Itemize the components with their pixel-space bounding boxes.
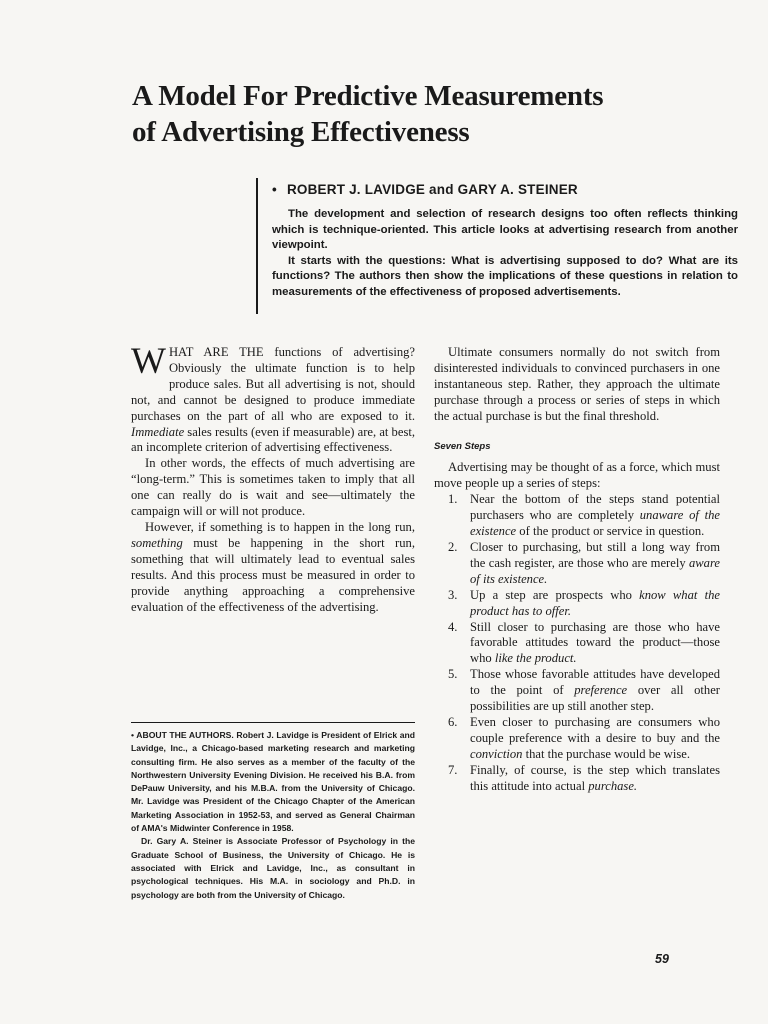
emphasis-text: know what the product has to offer. (470, 587, 720, 618)
list-item (434, 667, 720, 715)
body-text: Closer to purchasing, but still a long way from the cash register, are those who are merely (470, 539, 720, 570)
emphasis-text: like the product. (494, 651, 577, 666)
body-text: that the purchase would be wise. (522, 746, 690, 761)
steps-list (434, 492, 720, 794)
list-number: 7. (448, 762, 458, 777)
body-text: sales results (even if measurable) are, at best, an incomplete criterion of advertising effectiveness. (131, 424, 415, 455)
emphasis-text: Immediate (131, 424, 185, 439)
byline (272, 182, 738, 197)
abstract (272, 207, 738, 300)
body-text: Up a step are prospects who (470, 587, 640, 602)
abstract-paragraph-2: It starts with the questions: What is advertising supposed to do? What are its functions? The authors then show the implications of these questions in relation to measurements of the effectiveness of proposed advertisements. (272, 254, 738, 298)
about-authors-footnote (131, 722, 415, 902)
emphasis-text: unaware of the existence (470, 508, 720, 539)
list-number: 5. (448, 667, 458, 682)
page-number: 59 (655, 952, 669, 966)
list-number: 4. (448, 619, 458, 634)
list-number: 6. (448, 714, 458, 729)
emphasis-text: aware of its existence. (470, 555, 720, 586)
author-names: ROBERT J. LAVIDGE and GARY A. STEINER (286, 182, 578, 197)
body-paragraph-2: In other words, the effects of much advertising are “long-term.” This is sometimes taken to imply that all one can really do is wait and see—ultimately the campaign will or will not produce. (131, 456, 415, 519)
list-number: 2. (448, 539, 458, 554)
emphasis-text: conviction (470, 746, 523, 761)
footnote-paragraph-2: Dr. Gary A. Steiner is Associate Professor of Psychology in the Graduate School of Business, the University of Chicago. He is associated with Elrick and Lavidge, Inc., as consultant in psychological techniques. His M.A. in sociology and Ph.D. in psychology are both from the University of Chicago. (131, 836, 415, 900)
body-text: However, if something is to happen in the long run, (145, 519, 415, 534)
emphasis-text: preference (574, 683, 628, 698)
list-number: 1. (448, 492, 458, 507)
list-item (434, 492, 720, 540)
emphasis-text: purchase. (588, 778, 638, 793)
list-item (434, 620, 720, 668)
body-paragraph-1 (131, 341, 415, 456)
list-item (434, 540, 720, 588)
body-paragraph-3 (131, 520, 415, 615)
body-paragraph-4: Ultimate consumers normally do not switch from disinterested individuals to convinced purchasers in one instantaneous step. Rather, they approach the ultimate purchase through a process or series of steps in which the actual purchase is but the final threshold. (434, 345, 720, 423)
footnote-paragraph-1: • ABOUT THE AUTHORS. Robert J. Lavidge is President of Elrick and Lavidge, Inc., a Chicago-based marketing research and marketing consulting firm. He also serves as a member of the faculty of the Northwestern University Evening Division. He received his B.A. from DePauw University, and his M.B.A. from the University of Chicago. Mr. Lavidge was President of the Chicago Chapter of the American Marketing Association in 1952-53, and served as General Chairman of AMA's Midwinter Conference in 1958. (131, 730, 415, 834)
body-text: Even closer to purchasing are consumers who couple preference with a desire to buy and the (470, 714, 720, 745)
body-paragraph-5: Advertising may be thought of as a force, which must move people up a series of steps: (434, 460, 720, 491)
article-title (132, 78, 732, 150)
section-heading: Seven Steps (434, 440, 491, 452)
list-number: 3. (448, 587, 458, 602)
list-item (434, 715, 720, 763)
intro-block (256, 178, 738, 314)
body-text: of the product or service in question. (516, 524, 705, 539)
body-text: HAT ARE THE functions of advertising? Obviously the ultimate function is to help produce sales. But all advertising is not, should not, and cannot be designed to produce immediate purchases on the part of all who are exposed to it. (131, 345, 415, 423)
byline-bullet: • (272, 182, 277, 197)
body-text: Still closer to purchasing are those who have favorable attitudes toward the product—those who (470, 619, 720, 666)
body-text: Finally, of course, is the step which translates this attitude into actual (470, 762, 720, 793)
body-text: must be happening in the short run, something that will ultimately lead to eventual sales results. And this process must be measured in order to provide anything approaching a comprehensive evaluation of the effectiveness of the advertising. (131, 535, 415, 614)
body-text: over all other possibilities are up still another step. (470, 683, 720, 714)
body-text: Those whose favorable attitudes have developed to the point of (470, 667, 720, 698)
list-item (434, 588, 720, 620)
left-column (131, 341, 415, 615)
title-line-2: of Advertising Effectiveness (132, 116, 470, 148)
emphasis-text: something (131, 535, 183, 550)
drop-cap: W (131, 341, 166, 382)
right-column (434, 345, 720, 794)
body-text: Near the bottom of the steps stand potential purchasers who are completely (470, 492, 720, 523)
abstract-paragraph-1: The development and selection of research designs too often reflects thinking which is technique-oriented. This article looks at advertising research from another viewpoint. (272, 208, 738, 251)
list-item (434, 763, 720, 795)
title-line-1: A Model For Predictive Measurements (132, 80, 604, 112)
